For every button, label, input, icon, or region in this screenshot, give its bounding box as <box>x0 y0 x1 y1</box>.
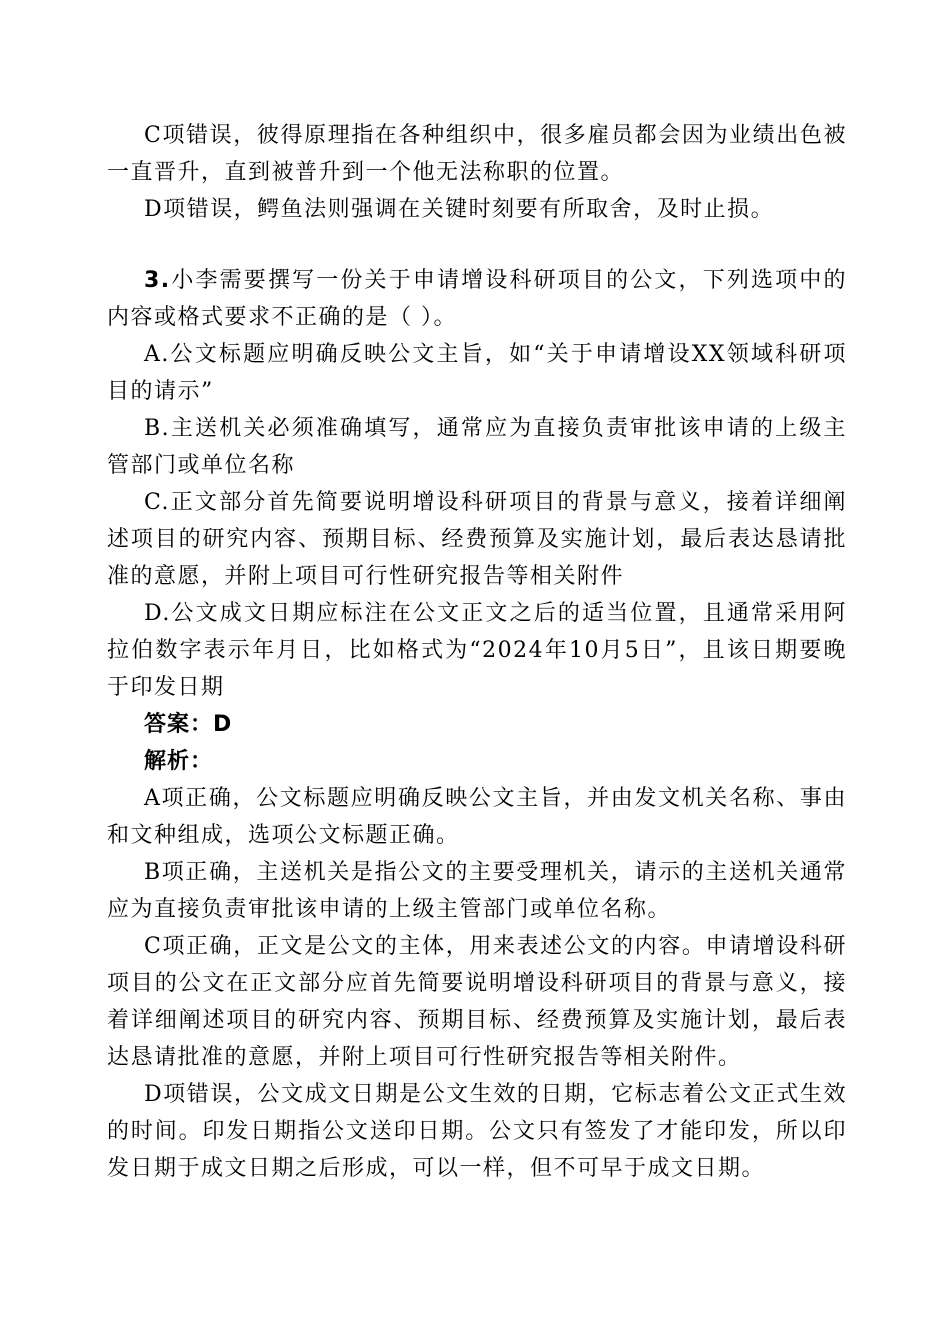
question-number: 3. <box>144 268 171 293</box>
option-b: B.主送机关必须准确填写，通常应为直接负责审批该申请的上级主管部门或单位名称 <box>107 416 847 478</box>
previous-explanation <box>107 117 847 228</box>
option-c: C.正文部分首先简要说明增设科研项目的背景与意义，接着详细阐述项目的研究内容、预期目标、经费预算及实施计划，最后表达恳请批准的意愿，并附上项目可行性研究报告等相关附件 <box>107 490 847 589</box>
answer-label: 答案：D <box>144 712 233 737</box>
explanation-d: D项错误，鳄鱼法则强调在关键时刻要有所取舍，及时止损。 <box>144 197 775 222</box>
question-3 <box>107 262 847 1187</box>
analysis-c: C项正确，正文是公文的主体，用来表述公文的内容。申请增设科研项目的公文在正文部分应首先简要说明增设科研项目的背景与意义，接着详细阐述项目的研究内容、预期目标、经费预算及实施计划，最后表达恳请批准的意愿，并附上项目可行性研究报告等相关附件。 <box>107 934 847 1070</box>
option-a: A.公文标题应明确反映公文主旨，如“关于申请增设XX领域科研项目的请示” <box>107 342 847 404</box>
analysis-a: A项正确，公文标题应明确反映公文主旨，并由发文机关名称、事由和文种组成，选项公文标题正确。 <box>107 786 847 848</box>
question-stem <box>107 262 847 336</box>
analysis-label: 解析： <box>144 749 214 774</box>
question-stem-text: 小李需要撰写一份关于申请增设科研项目的公文，下列选项中的内容或格式要求不正确的是（ ）。 <box>107 268 847 330</box>
analysis-b: B项正确，主送机关是指公文的主要受理机关，请示的主送机关通常应为直接负责审批该申请的上级主管部门或单位名称。 <box>107 860 847 922</box>
analysis-d: D项错误，公文成文日期是公文生效的日期，它标志着公文正式生效的时间。印发日期指公文送印日期。公文只有签发了才能印发，所以印发日期于成文日期之后形成，可以一样，但不可早于成文日期。 <box>107 1082 847 1181</box>
option-d: D.公文成文日期应标注在公文正文之后的适当位置，且通常采用阿拉伯数字表示年月日，比如格式为“2024年10月5日”，且该日期要晚于印发日期 <box>107 601 847 700</box>
explanation-c: C项错误，彼得原理指在各种组织中，很多雇员都会因为业绩出色被一直晋升，直到被普升到一个他无法称职的位置。 <box>107 123 847 185</box>
